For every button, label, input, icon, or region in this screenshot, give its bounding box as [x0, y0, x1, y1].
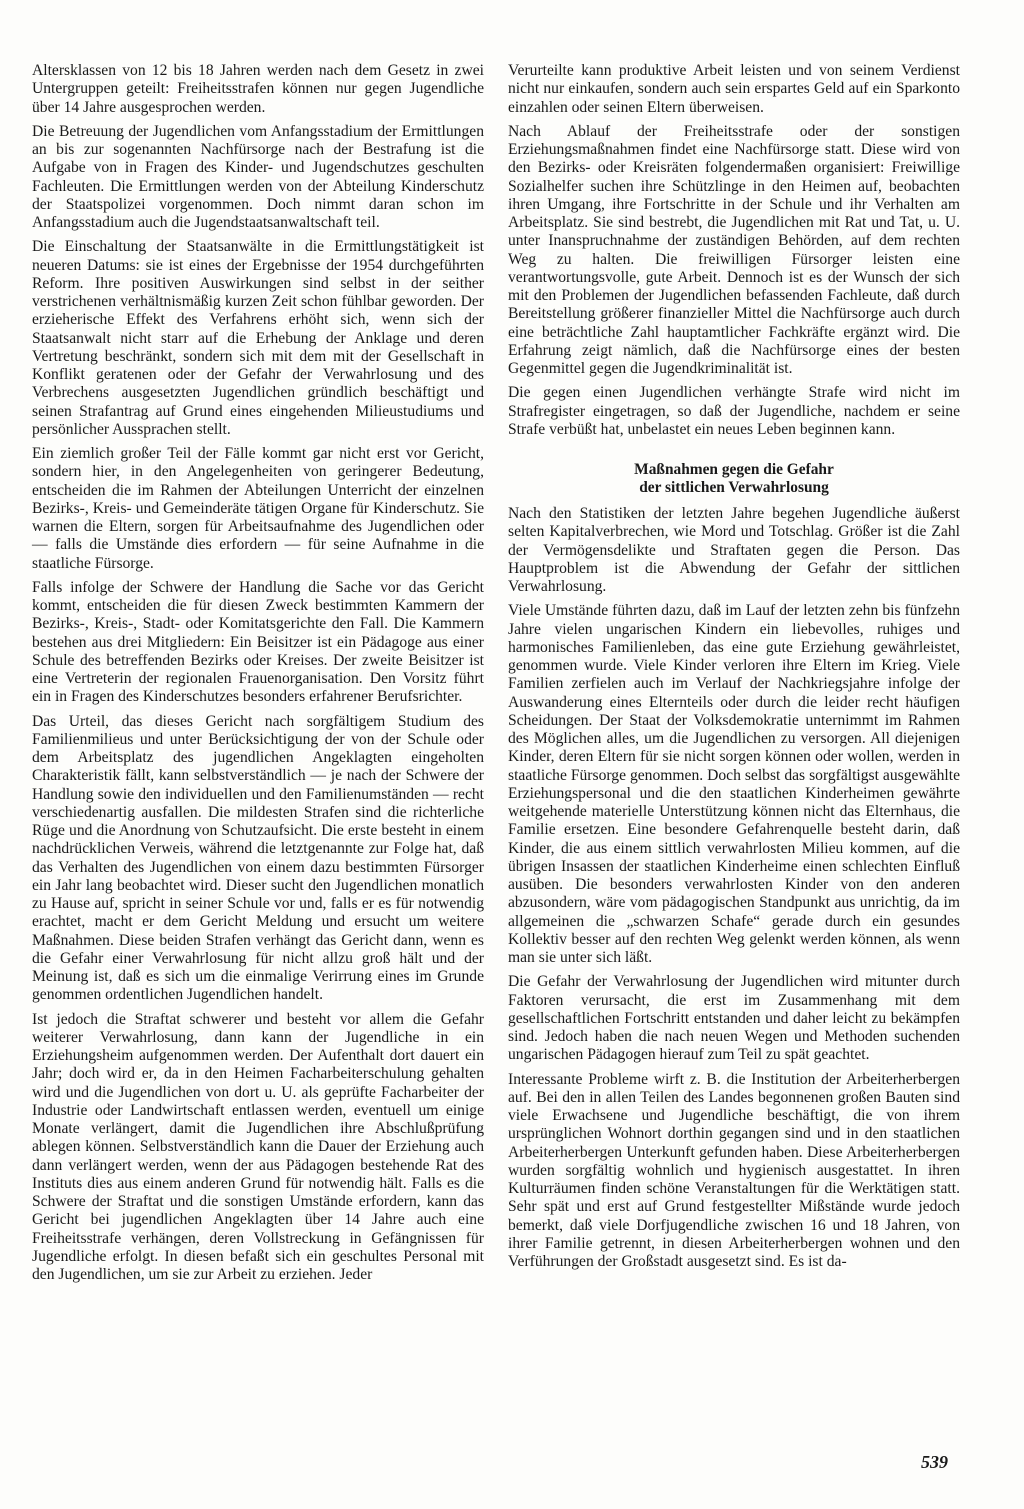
- paragraph: Nach Ablauf der Freiheitsstrafe oder der sonstigen Erziehungsmaßnahmen findet eine Nachfürsorge statt. Diese wird von den Bezirks- oder Kreisräten folgendermaßen organisiert: Freiwillige Sozialhelfer suchen ihre Schützlinge in den Heimen auf, beobachten ihren Umgang, ihre Fortschritte in der Schule und ihr Verhalten am Arbeitsplatz. Sie sind bestrebt, die Jugendlichen mit Rat und Tat, u. U. unter Inanspruchnahme der zuständigen Behörden, auf dem rechten Weg zu halten. Die freiwilligen Fürsorger leisten eine verantwortungsvolle, gute Arbeit. Dennoch ist es der Wunsch der sich mit den Problemen der Jugendlichen befassenden Fachleute, daß durch Bereitstellung größerer finanzieller Mittel die Nachfürsorge auch durch eine beträchtliche Zahl hauptamtlicher Fachkräfte ergänzt wird. Die Erfahrung zeigt nämlich, daß die Nachfürsorge eines der besten Gegenmittel gegen die Jugendkriminalität ist.: [508, 122, 960, 377]
- paragraph: Nach den Statistiken der letzten Jahre begehen Jugendliche äußerst selten Kapitalverbrechen, wie Mord und Totschlag. Größer ist die Zahl der Vermögensdelikte und Straftaten gegen die Person. Das Hauptproblem ist die Abwendung der Gefahr der sittlichen Verwahrlosung.: [508, 505, 960, 595]
- page-number: 539: [921, 1452, 948, 1472]
- paragraph: Interessante Probleme wirft z. B. die Institution der Arbeiterherbergen auf. Bei den in allen Teilen des Landes begonnenen großen Bauten sind viele Erwachsene und Jugendliche beschäftigt, die von ihrem ursprünglichen Wohnort dorthin gegangen sind und in den staatlichen Arbeiterherbergen Unterkunft gefunden haben. Diese Arbeiterherbergen wurden sorgfältig wohnlich und hygienisch ausgestattet. In ihren Kulturräumen finden schöne Veranstaltungen für die Werktätigen statt. Sehr spät und erst auf Grund festgestellter Mißstände wurde jedoch bemerkt, daß viele Dorfjugendliche zwischen 16 und 18 Jahren, von ihrer Familie getrennt, in diesen Arbeiterherbergen wohnen und den Verführungen der Großstadt ausgesetzt sind. Es ist da-: [508, 1070, 960, 1270]
- paragraph: Die gegen einen Jugendlichen verhängte Strafe wird nicht im Strafregister eingetragen, so daß der Jugendliche, nachdem er seine Strafe verbüßt hat, unbelastet ein neues Leben beginnen kann.: [508, 384, 960, 438]
- paragraph: Falls infolge der Schwere der Handlung die Sache vor das Gericht kommt, entscheiden die für diesen Zweck bestimmten Kammern der Bezirks-, Kreis-, Stadt- oder Komitatsgerichte den Fall. Die Kammern bestehen aus drei Mitgliedern: Ein Beisitzer ist ein Pädagoge aus einer Schule des betreffenden Bezirks oder Kreises. Der zweite Beisitzer ist eine Vertreterin der regionalen Frauenorganisation. Den Vorsitz führt ein in Fragen des Kinderschutzes besonders erfahrener Berufsrichter.: [32, 578, 484, 706]
- paragraph: Viele Umstände führten dazu, daß im Lauf der letzten zehn bis fünfzehn Jahre vielen ungarischen Kindern ein liebevolles, ruhiges und harmonisches Familienleben, das eine gute Erziehung gewährleistet, genommen wurde. Viele Kinder verloren ihre Eltern im Krieg. Viele Familien zerfielen auch im Verlauf der Nachkriegsjahre infolge der Auswanderung eines Elternteils oder durch die leider recht häufigen Scheidungen. Der Staat der Volksdemokratie unternimmt im Rahmen des Möglichen alles, um die Jugendlichen zu versorgen. All diejenigen Kinder, deren Eltern für sie nicht sorgen können oder wollen, werden in staatliche Fürsorge genommen. Doch selbst das sorgfältigst ausgewählte Erziehungspersonal und die den staatlichen Kinderheimen gewährte weitgehende materielle Unterstützung können nicht das Elternhaus, die Familie ersetzen. Eine besondere Gefahrenquelle besteht darin, daß Kinder, die aus einem sittlich verwahrlosten Milieu kommen, auf die übrigen Insassen der staatlichen Kinderheime einen schlechten Einfluß ausüben. Die besonders verwahrlosten Kinder von den anderen abzusondern, wäre vom pädagogischen Standpunkt aus unrichtig, da im allgemeinen die „schwarzen Schafe“ gerade durch ein gesundes Kollektiv besser auf den rechten Weg gelenkt werden können, als wenn man sie unter sich läßt.: [508, 602, 960, 966]
- section-heading-line: der sittlichen Verwahrlosung: [639, 479, 829, 496]
- paragraph: Das Urteil, das dieses Gericht nach sorgfältigem Studium des Familienmilieus und unter Berücksichtigung der von der Schule oder dem Arbeitsplatz des jugendlichen Angeklagten eingeholten Charakteristik fällt, kann selbstverständlich — je nach der Schwere der Handlung sowie den individuellen und den Familienumständen — recht verschiedenartig ausfallen. Die mildesten Strafen sind die richterliche Rüge und die Anordnung von Schutzaufsicht. Die erste besteht in einem nachdrücklichen Verweis, während die letztgenannte zur Folge hat, daß das Verhalten des Jugendlichen von einem dazu bestimmten Fürsorger ein Jahr lang beobachtet wird. Dieser sucht den Jugendlichen monatlich zu Hause auf, spricht in seiner Schule vor und, falls er es für notwendig erachtet, macht er dem Gericht Meldung und ersucht um weitere Maßnahmen. Diese beiden Strafen verhängt das Gericht dann, wenn es die Gefahr einer Verwahrlosung für nicht allzu groß hält und der Meinung ist, daß es sich um die einmalige Verirrung eines im Grunde genommen ordentlichen Jugendlichen handelt.: [32, 712, 484, 1004]
- paragraph: Altersklassen von 12 bis 18 Jahren werden nach dem Gesetz in zwei Untergruppen geteilt: Freiheitsstrafen können nur gegen Jugendliche über 14 Jahre ausgesprochen werden.: [32, 62, 484, 116]
- paragraph: Die Einschaltung der Staatsanwälte in die Ermittlungstätigkeit ist neueren Datums: sie ist eines der Ergebnisse der 1954 durchgeführten Reform. Ihre positiven Auswirkungen sind selbst in der seither verstrichenen verhältnismäßig kurzen Zeit schon fühlbar geworden. Der erzieherische Effekt des Verfahrens erhöht sich, wenn sich der Staatsanwalt nicht starr auf die Erhebung der Anklage und deren Vertretung beschränkt, sondern sich mit dem mit der Gesellschaft in Konflikt geratenen oder der Gefahr der Verwahrlosung und des Verbrechens ausgesetzten Jugendlichen gründlich beschäftigt und seinen Strafantrag auf Grund eines eingehenden Milieustudiums und persönlicher Aussprachen stellt.: [32, 238, 484, 438]
- paragraph: Ist jedoch die Straftat schwerer und besteht vor allem die Gefahr weiterer Verwahrlosung, dann kann der Jugendliche in ein Erziehungsheim aufgenommen werden. Der Aufenthalt dort dauert ein Jahr; doch wird er, da in den Heimen Facharbeiterschulung gehalten wird und die Jugendlichen von dort u. U. als geprüfte Facharbeiter der Industrie oder Landwirtschaft entlassen werden, eventuell um einige Monate verlängert, damit die Jugendlichen ihre Abschlußprüfung ablegen können. Selbstverständlich kann die Dauer der Erziehung auch dann verlängert werden, wenn der aus Pädagogen bestehende Rat des Instituts dies aus einem anderen Grund für notwendig hält. Falls es die Schwere der Straftat und die sonstigen Umstände erfordern, kann das Gericht bei jugendlichen Angeklagten über 14 Jahre auch eine Freiheitsstrafe verhängen, deren Vollstreckung in Gefängnissen für Jugendliche erfolgt. In diesen befaßt sich ein geschultes Personal mit den Jugendlichen, um sie zur Arbeit zu erziehen. Jeder: [32, 1010, 484, 1283]
- section-heading-line: Maßnahmen gegen die Gefahr: [634, 461, 834, 478]
- right-column: [508, 62, 960, 1277]
- section-heading: [508, 461, 960, 497]
- paragraph: Verurteilte kann produktive Arbeit leisten und von seinem Verdienst nicht nur einkaufen, sondern auch sein erspartes Geld auf ein Sparkonto einzahlen oder seinen Eltern überweisen.: [508, 62, 960, 116]
- paragraph: Die Betreuung der Jugendlichen vom Anfangsstadium der Ermittlungen an bis zur sogenannten Nachfürsorge nach der Bestrafung ist die Aufgabe von in Fragen des Kinder- und Jugendschutzes geschulten Fachleuten. Die Ermittlungen werden von der Abteilung Kinderschutz der Staatspolizei vorgenommen. Doch nimmt daran schon im Anfangsstadium auch die Jugendstaatsanwaltschaft teil.: [32, 122, 484, 231]
- paragraph: Ein ziemlich großer Teil der Fälle kommt gar nicht erst vor Gericht, sondern hier, in den Angelegenheiten von geringerer Bedeutung, entscheiden die im Rahmen der Abteilungen Unterricht der einzelnen Bezirks-, Kreis- und Gemeinderäte tätigen Organe für Kinderschutz. Sie warnen die Eltern, sorgen für Arbeitsaufnahme des Jugendlichen oder — falls die Umstände dies erfordern — für seine Aufnahme in die staatliche Fürsorge.: [32, 445, 484, 572]
- paragraph: Die Gefahr der Verwahrlosung der Jugendlichen wird mitunter durch Faktoren verursacht, die erst im Zusammenhang mit dem gesellschaftlichen Fortschritt entstanden und daher leicht zu bekämpfen sind. Jedoch haben die nach neuen Wegen und Methoden suchenden ungarischen Pädagogen hierauf zum Teil zu spät geachtet.: [508, 973, 960, 1064]
- left-column: [32, 62, 484, 1290]
